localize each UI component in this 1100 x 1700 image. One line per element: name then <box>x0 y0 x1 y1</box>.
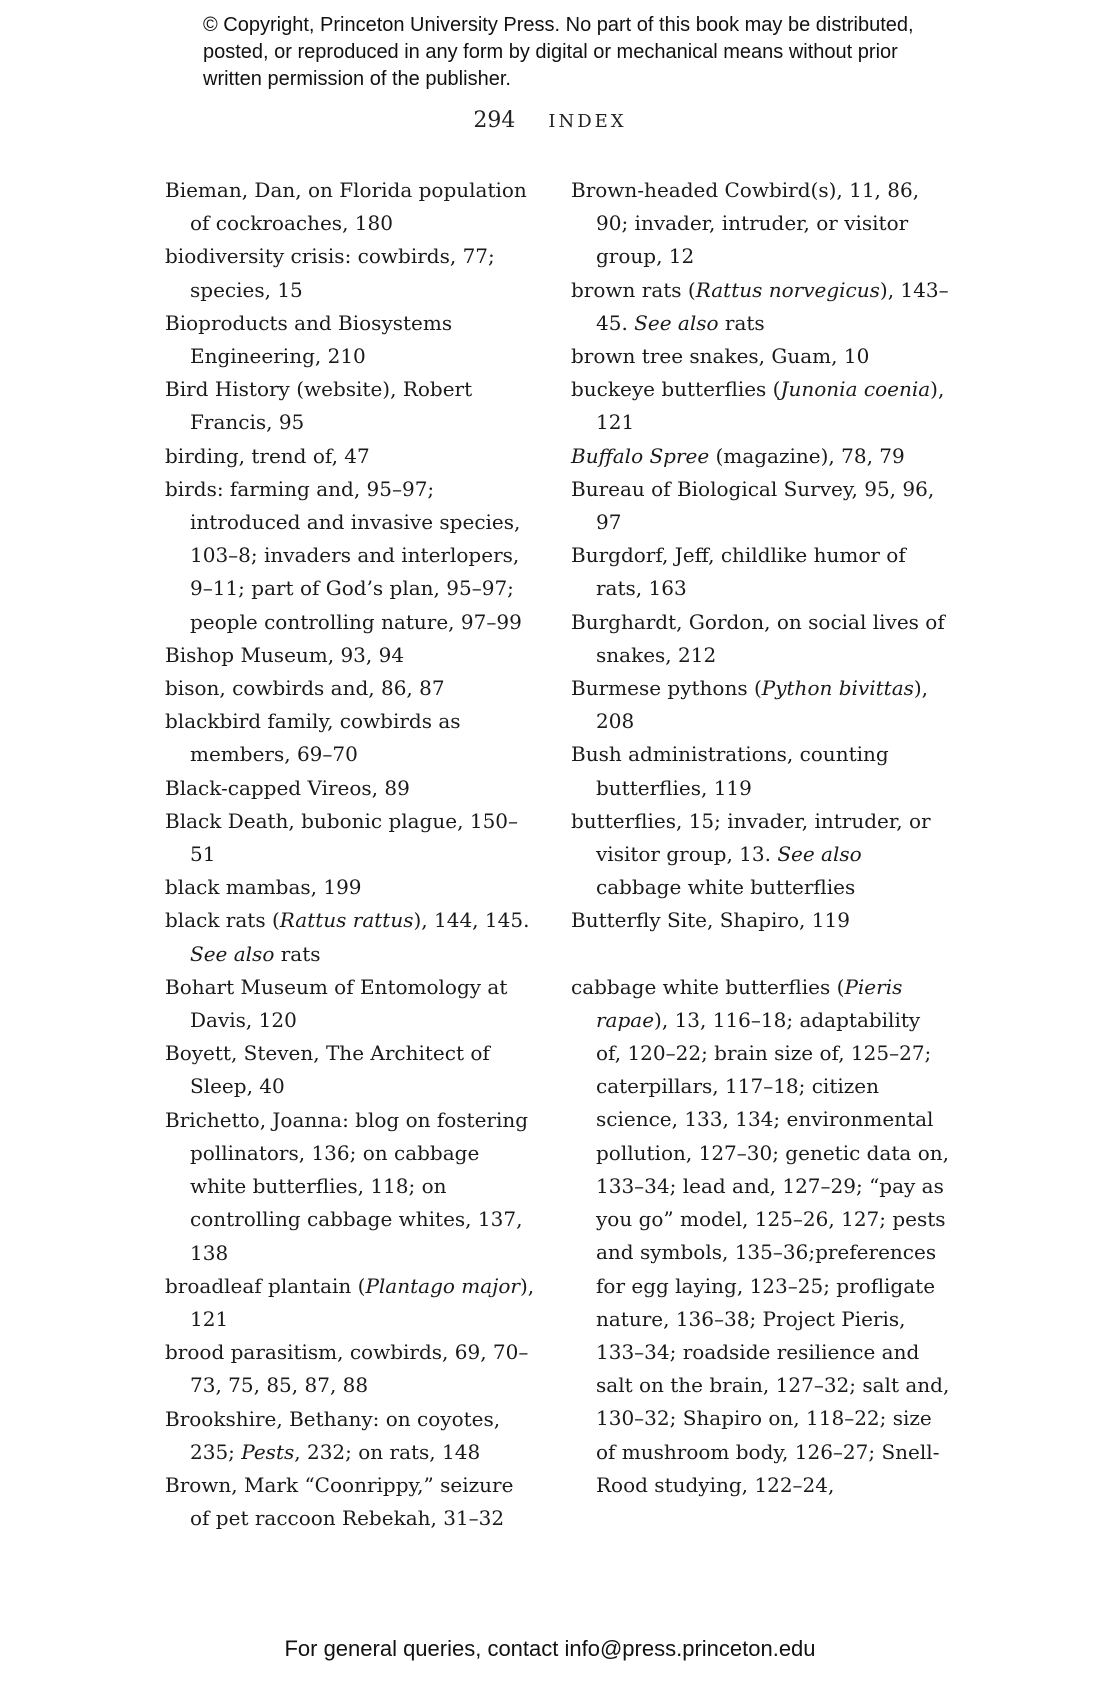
index-entry-text: buckeye butterflies ( <box>571 377 781 402</box>
page-number: 294 <box>473 108 516 133</box>
index-entry-text: cabbage white butterflies <box>596 875 856 900</box>
index-entry-text: ), 13, 116–18; adaptability of, 120–22; brain size of, 125–27; caterpillars, 117–18; citizen science, 133, 134; environmental pollution, 127–30; genetic data on, 133–34; lead and, 127–29; “pay as you go” model, 125–26, 127; pests and symbols, 135–36;preferences for egg laying, 123–25; profligate nature, 136–38; Project Pieris, 133–34; roadside resilience and salt on the brain, 127–32; salt and, 130–32; Shapiro on, 118–22; size of mushroom body, 126–27; Snell-Rood studying, 122–24, <box>596 1007 950 1497</box>
index-entry-text: Brookshire, Bethany: on coyotes, 235; <box>165 1406 501 1464</box>
index-entry <box>571 971 951 1502</box>
index-entry-text: Burgdorf, Jeff, childlike humor of rats, 163 <box>571 543 906 601</box>
index-entry <box>571 606 951 672</box>
index-entry-text: brood parasitism, cowbirds, 69, 70–73, 75, 85, 87, 88 <box>165 1340 529 1398</box>
index-entry <box>571 738 951 804</box>
index-entry-text: Bishop Museum, 93, 94 <box>165 642 405 667</box>
index-entry-text: Bieman, Dan, on Florida population of cockroaches, 180 <box>165 178 527 236</box>
index-entry-italic: Python bivittas <box>761 676 914 701</box>
index-entry-text: Brown, Mark “Coonrippy,” seizure of pet raccoon Rebekah, 31–32 <box>165 1472 514 1531</box>
index-entry-italic: See also <box>777 842 862 867</box>
index-entry-text: Bioproducts and Biosystems Engineering, 210 <box>165 310 453 369</box>
index-entry-text: Boyett, Steven, The Architect of Sleep, 40 <box>165 1041 490 1099</box>
index-entry-text: Butterfly Site, Shapiro, 119 <box>571 908 850 933</box>
index-entry <box>165 174 535 240</box>
index-entry-text: Bird History (website), Robert Francis, 95 <box>165 377 473 435</box>
index-entry-text: Burghardt, Gordon, on social lives of snakes, 212 <box>571 609 945 667</box>
index-entry <box>165 373 535 439</box>
index-entry <box>165 639 535 672</box>
index-entry-text: Black Death, bubonic plague, 150–51 <box>165 808 519 867</box>
index-entry <box>571 274 951 340</box>
index-entry-text: (magazine), 78, 79 <box>709 443 905 468</box>
index-entry <box>165 1336 535 1402</box>
index-entry <box>165 1037 535 1103</box>
index-entry-text: bison, cowbirds and, 86, 87 <box>165 676 445 701</box>
index-entry-text: Brown-headed Cowbird(s), 11, 86, 90; invader, intruder, or visitor group, 12 <box>571 178 920 269</box>
index-entry-italic: See also <box>190 941 275 966</box>
index-entry <box>165 240 535 306</box>
index-entry <box>571 340 951 373</box>
footer-contact: For general queries, contact info@press.princeton.edu <box>284 1636 816 1661</box>
index-entry-text: brown rats ( <box>571 277 696 302</box>
index-entry-text: Bureau of Biological Survey, 95, 96, 97 <box>571 476 935 535</box>
index-entry <box>165 805 535 871</box>
index-entry-italic: Plantago major <box>365 1273 520 1298</box>
index-entry <box>165 1403 535 1469</box>
index-entry <box>165 705 535 771</box>
index-entry-text: broadleaf plantain ( <box>165 1273 366 1298</box>
index-entry-italic: Rattus rattus <box>279 908 414 933</box>
index-entry <box>165 440 535 473</box>
index-entry <box>165 1104 535 1270</box>
copyright-notice: © Copyright, Princeton University Press. No part of this book may be distributed, posted, or reproduced in any form by digital or mechanical means without prior written permission of the publisher. <box>203 14 914 90</box>
index-entry-italic: Pests <box>241 1439 295 1464</box>
index-entry-text: Brichetto, Joanna: blog on fostering pollinators, 136; on cabbage white butterflies, 118; on controlling cabbage whites, 137, 138 <box>165 1107 529 1265</box>
index-entry-text: ), 144, 145. <box>413 908 530 933</box>
index-entry <box>165 1469 535 1535</box>
index-entry-italic: Rattus norvegicus <box>695 277 880 302</box>
index-entry <box>165 1270 535 1336</box>
index-entry <box>571 373 951 439</box>
section-title: INDEX <box>548 111 627 132</box>
index-entry-text: cabbage white butterflies ( <box>571 974 845 999</box>
index-entry-text: ), 143–45. <box>596 277 949 335</box>
index-entry-text: birding, trend of, 47 <box>165 443 370 468</box>
index-entry-italic: See also <box>634 310 719 335</box>
running-head <box>0 108 1100 133</box>
index-entry-text: birds: farming and, 95–97; introduced and invasive species, 103–8; invaders and interlopers, 9–11; part of God’s plan, 95–97; people controlling nature, 97–99 <box>165 476 522 634</box>
index-entry <box>571 672 951 738</box>
index-entry <box>165 904 535 970</box>
index-entry-text: ), 208 <box>596 676 929 734</box>
index-entry-text: Bohart Museum of Entomology at Davis, 120 <box>165 974 508 1033</box>
index-entry-text: , 232; on rats, 148 <box>294 1439 481 1464</box>
index-entry-text: Black-capped Vireos, 89 <box>165 775 410 800</box>
index-entry-text: Bush administrations, counting butterflies, 119 <box>571 742 889 800</box>
index-entry <box>571 440 951 473</box>
index-entry-text: rats <box>274 941 321 966</box>
index-entry-text: ), 121 <box>190 1273 535 1331</box>
index-entry-text: black rats ( <box>165 908 280 933</box>
index-entry <box>571 473 951 539</box>
index-entry <box>571 805 951 905</box>
index-entry-text: rats <box>718 310 765 335</box>
index-entry <box>165 971 535 1037</box>
index-entry <box>165 672 535 705</box>
index-entry <box>571 539 951 605</box>
index-entry <box>165 307 535 373</box>
index-entry-text: blackbird family, cowbirds as members, 69–70 <box>165 709 461 767</box>
index-column-right <box>571 174 951 1502</box>
index-column-left <box>165 174 535 1535</box>
index-entry-italic: Buffalo Spree <box>571 443 710 468</box>
index-entry <box>165 871 535 904</box>
letter-group-gap <box>571 938 951 971</box>
index-entry <box>571 904 951 937</box>
index-entry-text: Burmese pythons ( <box>571 676 762 701</box>
index-entry-text: black mambas, 199 <box>165 875 362 900</box>
index-entry-italic: Junonia coenia <box>780 377 931 402</box>
index-entry-text: brown tree snakes, Guam, 10 <box>571 344 870 369</box>
index-entry-text: butterflies, 15; invader, intruder, or visitor group, 13. <box>571 808 931 867</box>
index-entry-text: ), 121 <box>596 377 945 435</box>
index-entry-text: biodiversity crisis: cowbirds, 77; species, 15 <box>165 244 495 302</box>
index-entry <box>165 772 535 805</box>
index-entry <box>165 473 535 639</box>
index-entry <box>571 174 951 274</box>
index-entry-italic: Pieris rapae <box>596 974 903 1032</box>
